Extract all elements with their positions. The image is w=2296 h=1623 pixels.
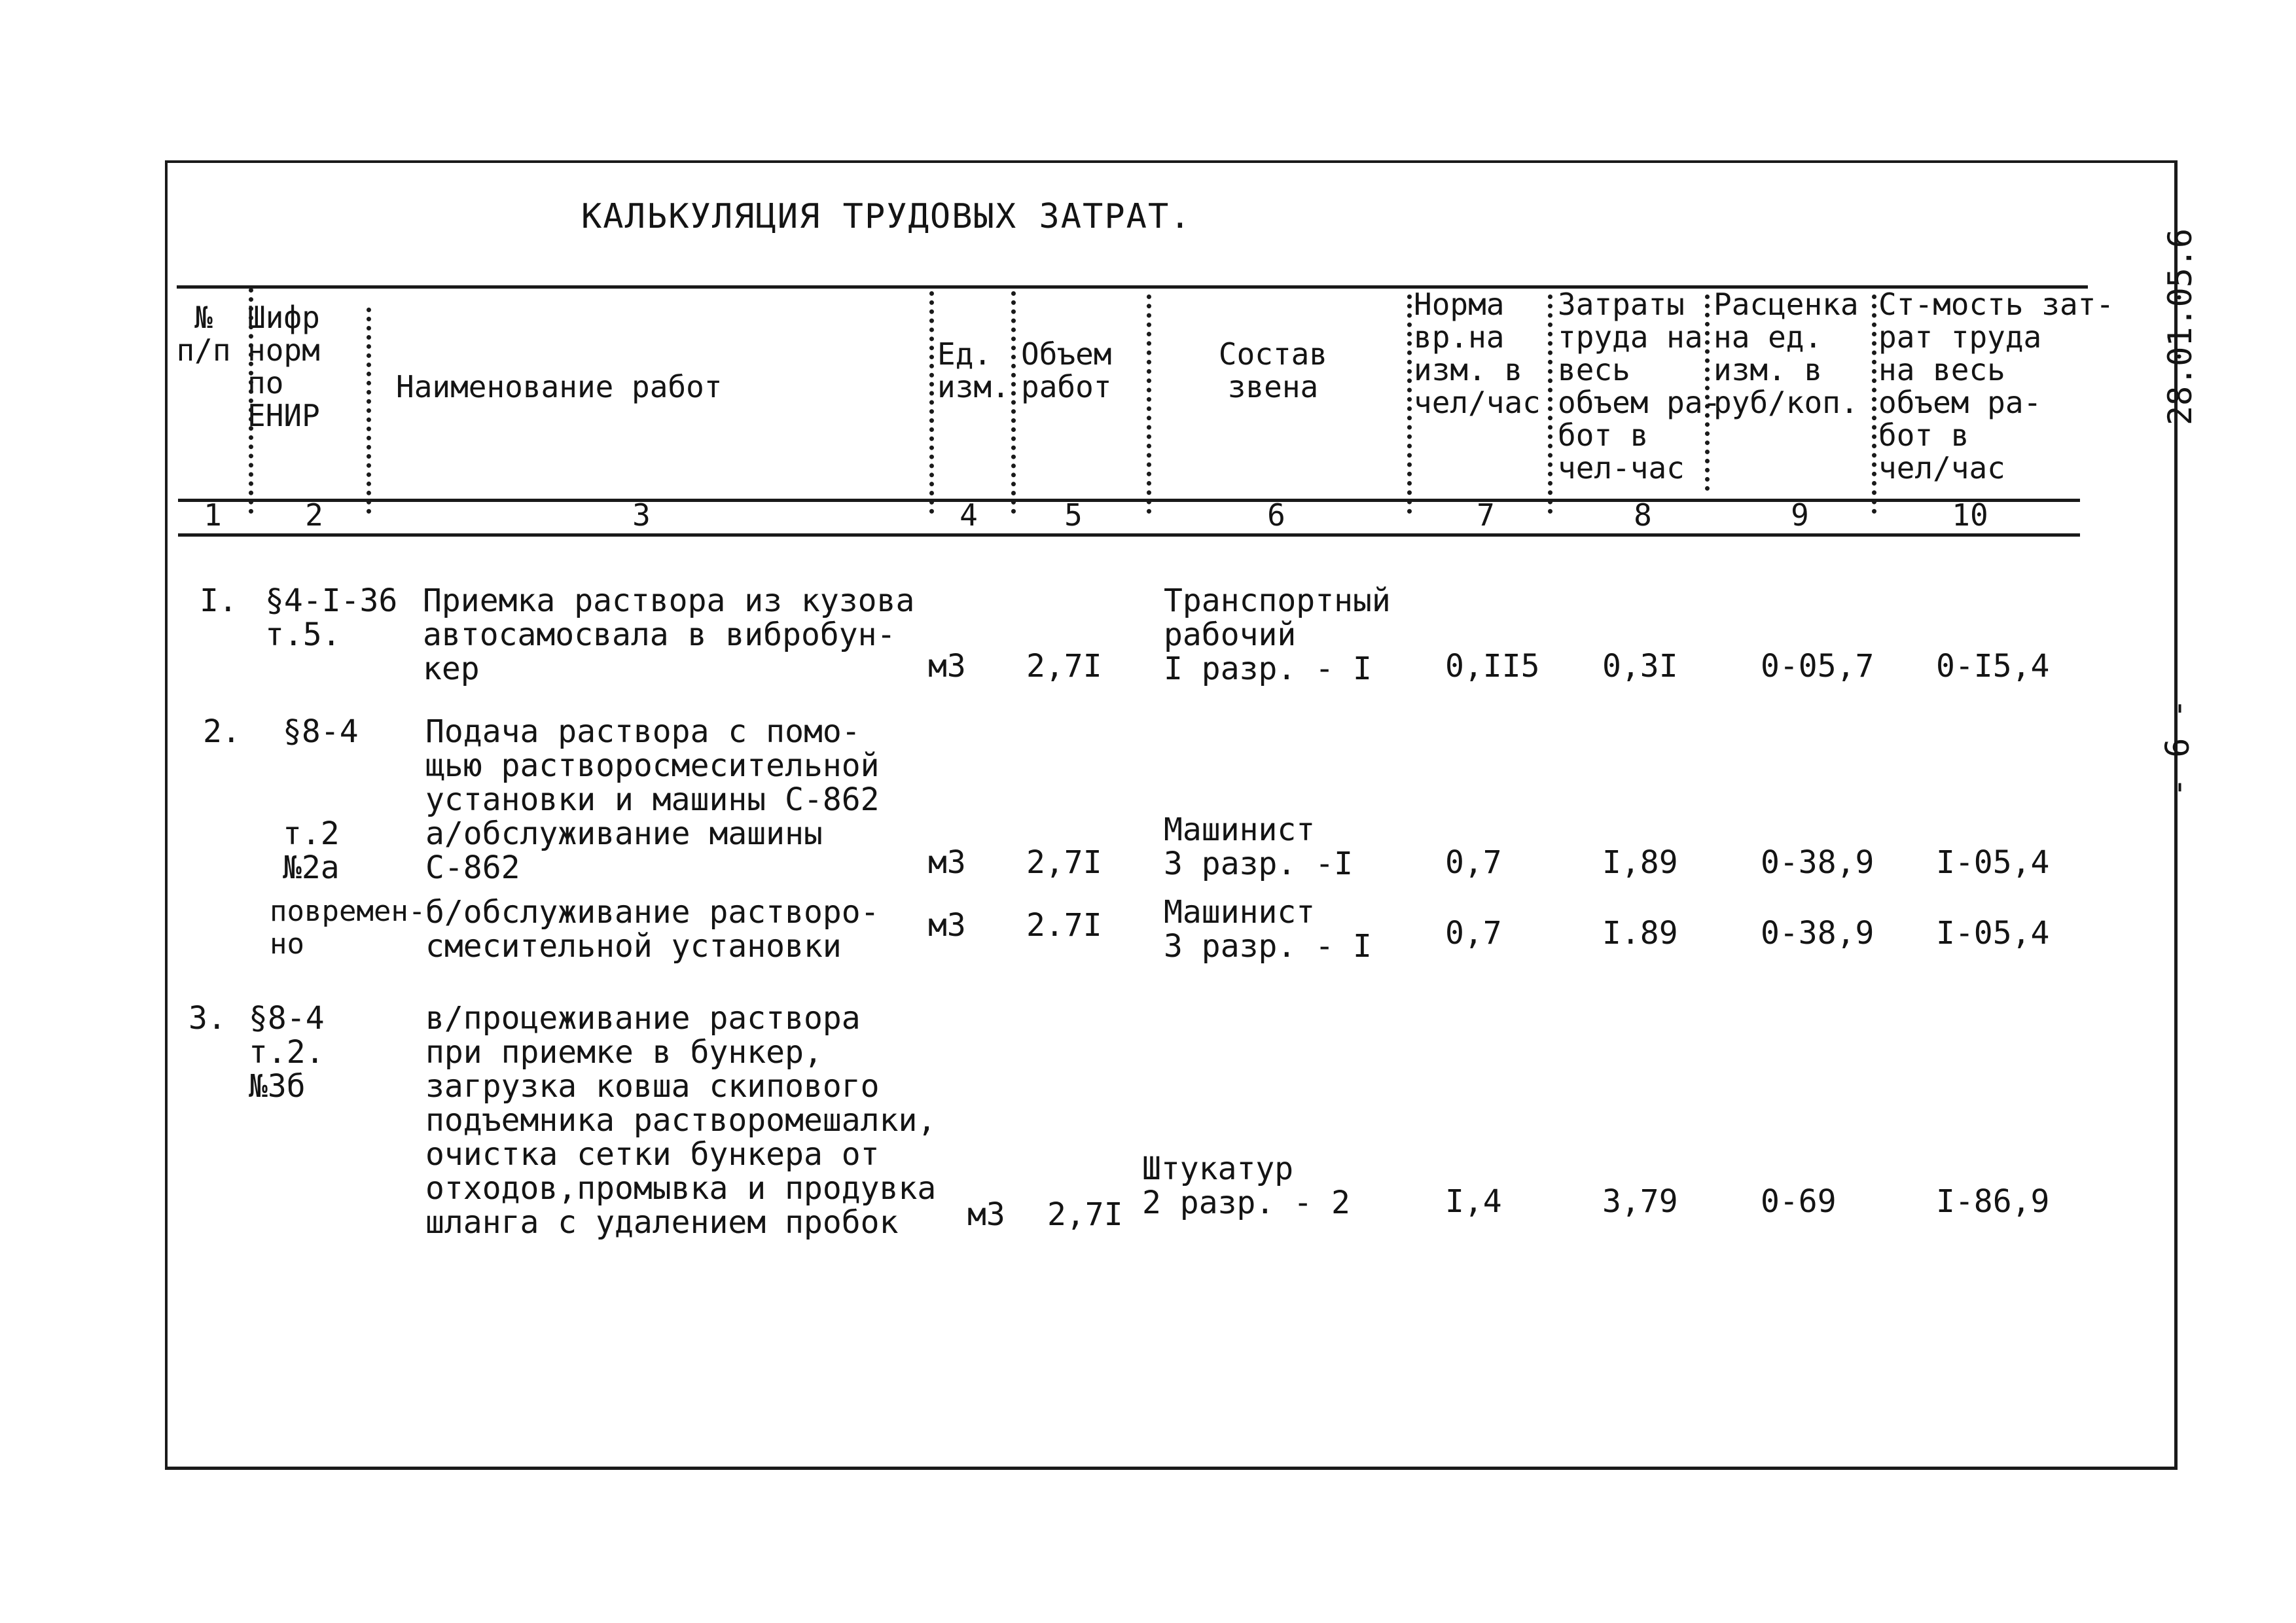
col-separator [1011, 291, 1016, 514]
col-number-7: 7 [1477, 497, 1495, 533]
row-crew: Транспортный рабочий I разр. - I [1164, 582, 1391, 687]
col-number-4: 4 [960, 497, 978, 533]
row-cost: I-86,9 [1936, 1183, 2050, 1220]
row-rate: 0-38,9 [1761, 844, 1874, 881]
col-header-6: Состав звена [1218, 336, 1328, 404]
row-crew: Штукатур 2 разр. - 2 [1142, 1150, 1350, 1221]
col-number-6: 6 [1267, 497, 1285, 533]
row-unit: м3 [967, 1196, 1005, 1233]
col-header-10: Ст-мость зат- рат труда на весь объем ра- бот в чел/час [1878, 287, 2115, 486]
col-separator [367, 308, 371, 514]
row-unit: м3 [928, 648, 966, 685]
col-number-8: 8 [1634, 497, 1652, 533]
row-norm: 0,II5 [1445, 648, 1540, 685]
row-volume: 2.7I [1026, 907, 1102, 944]
row-number: 3. [188, 1000, 226, 1037]
col-separator [1872, 294, 1876, 514]
row-rate: 0-05,7 [1761, 648, 1874, 685]
col-header-1: № п/п [176, 300, 231, 368]
row-norm: I,4 [1445, 1183, 1502, 1220]
row-labor: I,89 [1602, 844, 1678, 881]
row-work: Приемка раствора из кузова автосамосвала в вибробун- кер [423, 582, 915, 687]
col-header-8: Затраты труда на весь объем ра- бот в чел-час [1558, 287, 1721, 486]
row-labor: 3,79 [1602, 1183, 1678, 1220]
col-separator [1147, 294, 1151, 514]
number-row-bottom-rule [178, 533, 2080, 537]
col-number-1: 1 [204, 497, 222, 533]
row-code: §8-4 т.2. №3б [249, 1000, 325, 1105]
row-labor: I.89 [1602, 915, 1678, 952]
col-header-5: Объем работ [1021, 336, 1112, 404]
row-rate: 0-38,9 [1761, 915, 1874, 952]
row-code: повремен- но [270, 895, 426, 961]
row-volume: 2,7I [1026, 844, 1102, 881]
row-volume: 2,7I [1026, 648, 1102, 685]
document-code: 28.01.05.6 [2161, 228, 2199, 425]
page-title: КАЛЬКУЛЯЦИЯ ТРУДОВЫХ ЗАТРАТ. [581, 197, 1192, 236]
row-cost: 0-I5,4 [1936, 648, 2050, 685]
col-number-9: 9 [1791, 497, 1809, 533]
row-labor: 0,3I [1602, 648, 1678, 685]
row-work: Подача раствора с помо- щью растворосмесительной установки и машины С-862 а/обслуживание машины С-862 [425, 713, 880, 886]
row-number: I. [200, 582, 238, 619]
row-crew: Машинист 3 разр. - I [1164, 894, 1372, 965]
col-separator [1407, 294, 1412, 514]
row-volume: 2,7I [1047, 1196, 1123, 1233]
row-cost: I-05,4 [1936, 915, 2050, 952]
row-norm: 0,7 [1445, 915, 1502, 952]
col-separator [249, 288, 253, 514]
row-number: 2. [203, 713, 241, 750]
col-separator [1548, 294, 1552, 514]
col-number-5: 5 [1064, 497, 1083, 533]
row-work: в/процеживание раствора при приемке в бункер, загрузка ковша скипового подъемника растворомешалки, очистка сетки бункера от отходов,промывка и продувка шланга с удалением пробок [425, 1000, 937, 1241]
row-unit: м3 [928, 844, 966, 881]
page-number: - 6 - [2159, 698, 2197, 797]
col-separator [1705, 294, 1710, 491]
row-code: §8-4 т.2 №2а [283, 713, 359, 886]
col-header-9: Расценка на ед. изм. в руб/коп. [1713, 287, 1859, 420]
col-header-7: Норма вр.на изм. в чел/час [1414, 287, 1541, 420]
col-separator [929, 291, 934, 514]
row-code: §4-I-36 т.5. [265, 582, 398, 653]
row-work: б/обслуживание растворо- смесительной установки [425, 894, 880, 965]
row-rate: 0-69 [1761, 1183, 1837, 1220]
col-number-3: 3 [632, 497, 651, 533]
row-unit: м3 [928, 907, 966, 944]
col-number-2: 2 [305, 497, 323, 533]
col-header-3: Наименование работ [396, 369, 723, 404]
row-norm: 0,7 [1445, 844, 1502, 881]
col-header-4: Ед. изм. [937, 336, 1010, 404]
row-crew: Машинист 3 разр. -I [1164, 812, 1353, 882]
col-number-10: 10 [1952, 497, 1988, 533]
row-cost: I-05,4 [1936, 844, 2050, 881]
col-header-2: Шифр норм по ЕНИР [247, 300, 320, 433]
